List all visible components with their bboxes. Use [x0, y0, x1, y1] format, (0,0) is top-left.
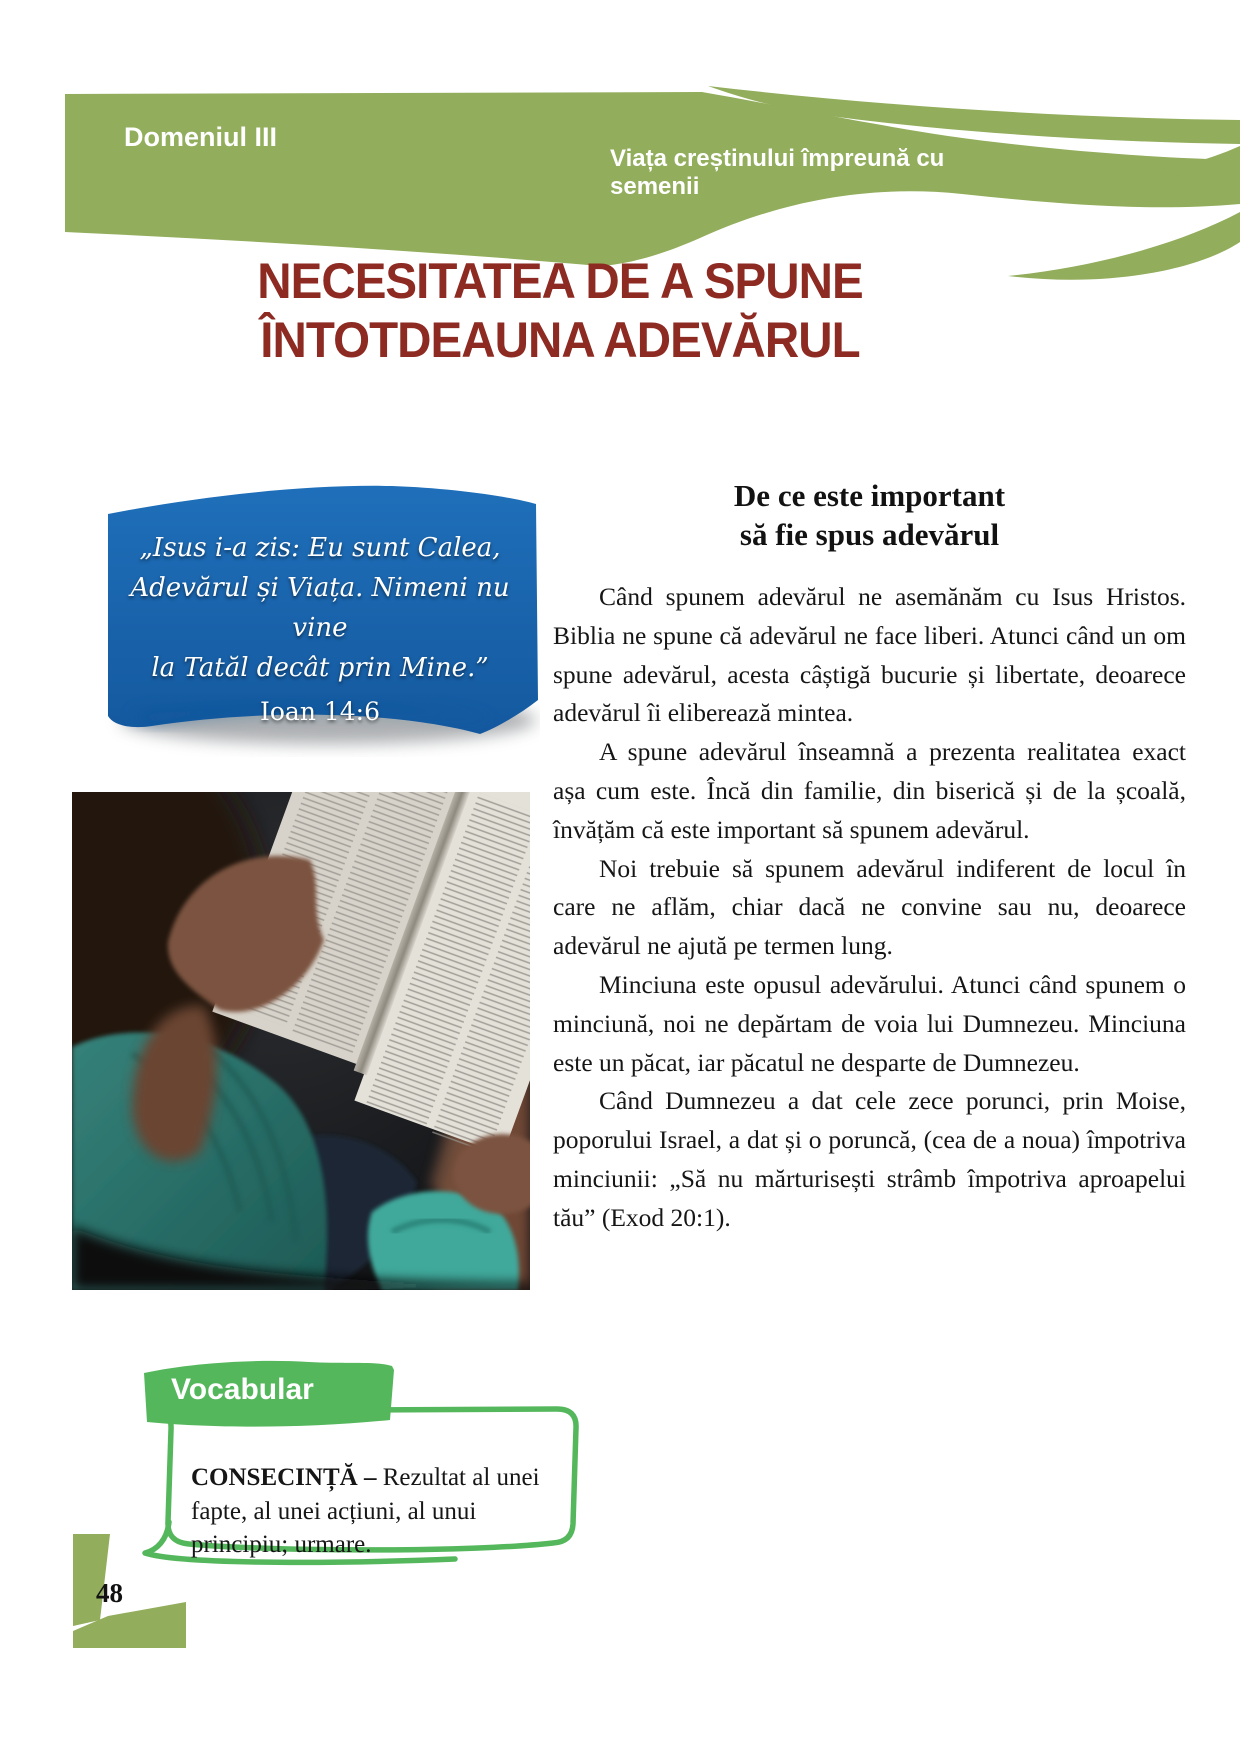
vocabular-label: Vocabular: [171, 1373, 314, 1406]
article-heading: [553, 476, 1186, 554]
page-corner-ornament: [60, 1528, 200, 1654]
article-paragraph: Când spunem adevărul ne asemănăm cu Isus Hristos. Biblia ne spune că adevărul ne face liberi. Atunci când un om spune adevărul, acesta câștigă bucurie și libertate, deoarece adevărul îi eliberează mintea.: [553, 582, 1186, 728]
verse-text: [100, 528, 540, 732]
article-paragraph: Când Dumnezeu a dat cele zece porunci, prin Moise, poporului Israel, a dat și o poruncă, (cea de a noua) împotriva minciunii: „Să nu mărturisești strâmb împotriva aproapelui tău” (Exod 20:1).: [553, 1086, 1186, 1232]
article-paragraph: Noi trebuie să spunem adevărul indiferent de locul în care ne aflăm, chiar dacă ne convine sau nu, deoarece adevărul ne ajută pe termen lung.: [553, 853, 1186, 961]
vocabular-definition: Rezultat al unei fapte, al unei acțiuni, al unui principiu; urmare.: [191, 1464, 540, 1558]
banner-unit-label: Viața creștinului împreună cu semenii: [610, 145, 945, 200]
lesson-title-line2: ÎNTOTDEAUNA ADEVĂRUL: [260, 312, 860, 368]
lesson-title: [80, 252, 1040, 370]
photo-illustration: [72, 792, 530, 1290]
article: [553, 476, 1186, 1238]
lesson-title-line1: NECESITATEA DE A SPUNE: [257, 253, 863, 309]
verse-reference: Ioan 14:6: [259, 697, 381, 726]
article-heading-line1: De ce este important: [733, 478, 1006, 513]
verse-line2: Adevărul și Viața. Nimeni nu vine: [130, 573, 510, 643]
verse-line3: la Tatăl decât prin Mine.”: [151, 653, 489, 683]
banner-domain-label: Domeniul III: [124, 122, 278, 152]
verse-box: [100, 452, 540, 757]
bible-reading-photo: [72, 792, 530, 1290]
vocabular-tab: [141, 1358, 399, 1430]
article-heading-line2: să fie spus adevărul: [739, 517, 1000, 552]
page-number: 48: [96, 1578, 123, 1608]
verse-line1: „Isus i-a zis: Eu sunt Calea,: [139, 533, 501, 563]
article-paragraph: Minciuna este opusul adevărului. Atunci când spunem o minciună, noi ne depărtam de voia lui Dumnezeu. Minciuna este un păcat, iar păcatul ne desparte de Dumnezeu.: [553, 969, 1186, 1077]
article-paragraph: A spune adevărul înseamnă a prezenta realitatea exact așa cum este. Încă din familie, din biserică și de la școală, învățăm că este important să spunem adevărul.: [553, 737, 1186, 844]
vocabular-entry: [191, 1461, 569, 1562]
vocabular-term: CONSECINȚĂ –: [191, 1464, 377, 1491]
